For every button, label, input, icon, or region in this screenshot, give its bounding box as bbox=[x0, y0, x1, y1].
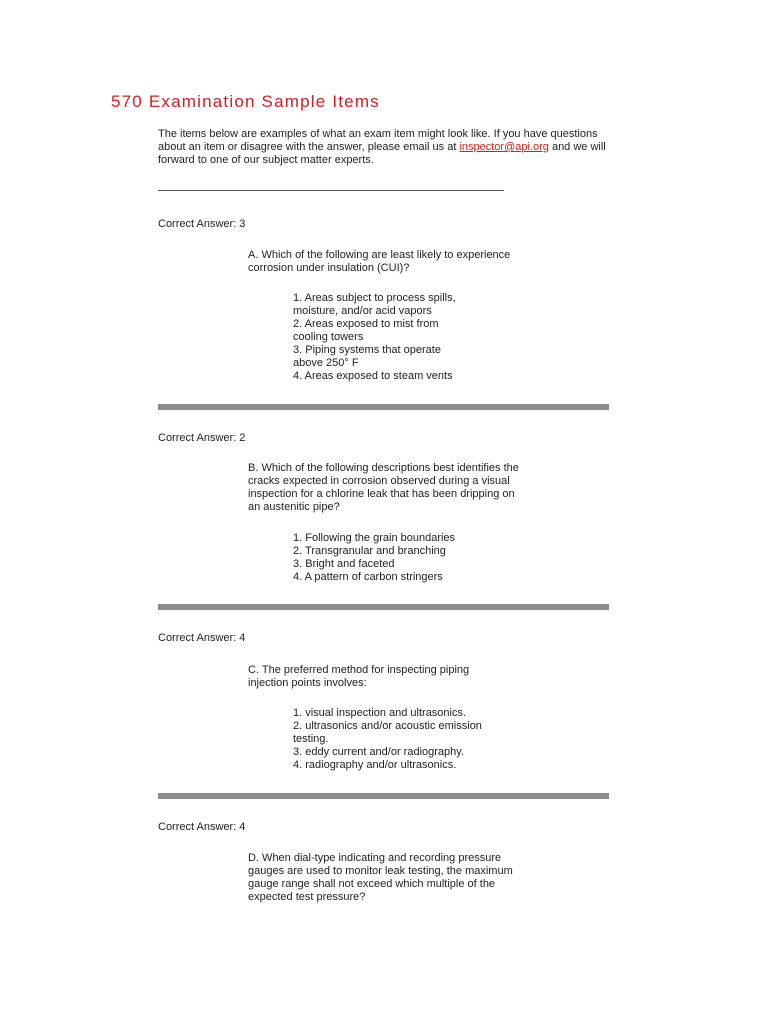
email-link[interactable]: inspector@api.org bbox=[459, 141, 549, 153]
correct-answer-d: Correct Answer: 4 bbox=[158, 821, 246, 833]
options-c bbox=[293, 707, 483, 772]
option-b-4: 4. A pattern of carbon stringers bbox=[293, 571, 443, 583]
option-c-2: 2. ultrasonics and/or acoustic emission testing. bbox=[293, 720, 482, 745]
question-a: A. Which of the following are least likely to experience corrosion under insulation (CUI)? bbox=[248, 249, 511, 274]
option-a-2: 2. Areas exposed to mist from cooling towers bbox=[293, 318, 439, 343]
page-title: 570 Examination Sample Items bbox=[111, 92, 380, 111]
option-c-1: 1. visual inspection and ultrasonics. bbox=[293, 707, 467, 719]
option-a-1: 1. Areas subject to process spills, moisture, and/or acid vapors bbox=[293, 292, 456, 317]
question-c: C. The preferred method for inspecting piping injection points involves: bbox=[248, 664, 470, 689]
option-c-4: 4. radiography and/or ultrasonics. bbox=[293, 759, 457, 771]
correct-answer-c: Correct Answer: 4 bbox=[158, 632, 246, 644]
horizontal-rule bbox=[158, 190, 504, 191]
option-a-3: 3. Piping systems that operate above 250° F bbox=[293, 344, 441, 369]
option-b-1: 1. Following the grain boundaries bbox=[293, 532, 456, 544]
correct-answer-b: Correct Answer: 2 bbox=[158, 432, 246, 444]
question-d: D. When dial-type indicating and recording pressure gauges are used to monitor leak testing, the maximum gauge range shall not exceed which multiple of the expected test pressure? bbox=[248, 852, 513, 903]
option-b-3: 3. Bright and faceted bbox=[293, 558, 395, 570]
intro-text-before: The items below are examples of what an exam item might look like. If you have questions about an item or disagree with the answer, please email us at bbox=[158, 128, 598, 153]
question-b: B. Which of the following descriptions best identifies the cracks expected in corrosion observed during a visual inspection for a chlorine leak that has been dripping on an austenitic pipe? bbox=[248, 462, 519, 513]
option-b-2: 2. Transgranular and branching bbox=[293, 545, 446, 557]
option-a-4: 4. Areas exposed to steam vents bbox=[293, 370, 453, 382]
intro-paragraph bbox=[158, 128, 618, 167]
options-b bbox=[293, 532, 483, 584]
section-divider bbox=[158, 604, 609, 610]
section-divider bbox=[158, 793, 609, 799]
section-divider bbox=[158, 404, 609, 410]
options-a bbox=[293, 292, 465, 383]
option-c-3: 3. eddy current and/or radiography. bbox=[293, 746, 465, 758]
correct-answer-a: Correct Answer: 3 bbox=[158, 218, 246, 230]
intro-text-after: and we will forward to one of our subject matter experts. bbox=[158, 141, 606, 166]
